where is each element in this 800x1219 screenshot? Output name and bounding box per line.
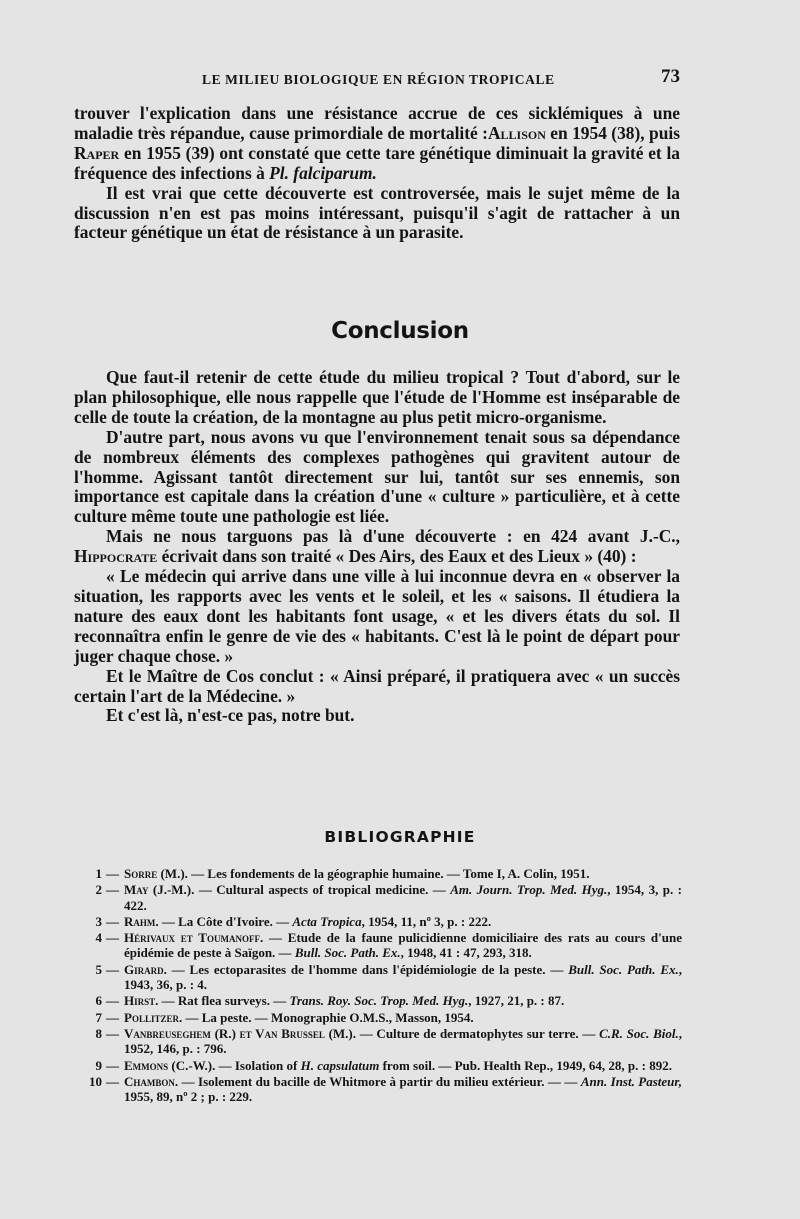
entry-title: — Les fondements de la géographie humaine. — Tome I, A. Colin, 1951. bbox=[187, 866, 590, 881]
entry-title: — Isolation of bbox=[215, 1057, 301, 1073]
entry-number: 5 bbox=[95, 961, 102, 977]
entry-details: from soil. — Pub. Health Rep., 1949, 64, 28, p. : 892. bbox=[379, 1057, 672, 1073]
entry-journal: Trans. Roy. Soc. Trop. Med. Hyg. bbox=[289, 993, 469, 1009]
bibliography-entry bbox=[72, 930, 682, 961]
entry-journal: Am. Journ. Trop. Med. Hyg. bbox=[450, 882, 608, 898]
bibliography-heading: BIBLIOGRAPHIE bbox=[324, 828, 476, 846]
entry-journal: Acta Tropica bbox=[292, 913, 362, 929]
bibliography-entry bbox=[72, 1074, 682, 1105]
bibliography-entry bbox=[72, 1026, 682, 1057]
entry-details: , 1954, 11, nº 3, p. : 222. bbox=[361, 913, 492, 929]
entry-number: 1 bbox=[95, 866, 102, 881]
running-head: LE MILIEU BIOLOGIQUE EN RÉGION TROPICALE bbox=[202, 72, 555, 87]
entry-title: — La Côte d'Ivoire. — bbox=[158, 913, 293, 929]
entry-details: , 1952, 146, p. : 796. bbox=[124, 1025, 682, 1057]
entry-journal: Ann. Inst. Pasteur, bbox=[580, 1073, 682, 1089]
conclusion-paragraph-3: Mais ne nous targuons pas là d'une découverte : en 424 avant J.-C., Hippocrate écrivait dans son traité « Des Airs, des Eaux et des Lieux » (40) : bbox=[74, 526, 680, 567]
entry-text bbox=[124, 866, 682, 881]
entry-author: Chambon. bbox=[124, 1073, 179, 1089]
entry-author: Sorre (M.). bbox=[124, 866, 188, 881]
bibliography-entry bbox=[72, 962, 682, 993]
entry-text bbox=[124, 1074, 682, 1105]
entry-text bbox=[124, 993, 682, 1008]
entry-journal: H. capsulatum bbox=[300, 1057, 380, 1073]
bibliography-entry bbox=[72, 1010, 682, 1025]
bibliography-entry bbox=[72, 993, 682, 1008]
entry-number: 2 bbox=[95, 882, 102, 898]
bibliography-entry bbox=[72, 866, 682, 881]
entry-text bbox=[124, 1058, 682, 1073]
entry-author: Hirst. bbox=[124, 993, 159, 1009]
species-name: Pl. falciparum. bbox=[269, 162, 377, 183]
entry-details: , 1948, 41 : 47, 293, 318. bbox=[400, 945, 532, 961]
entry-author: Rahm. bbox=[124, 913, 159, 929]
author-name: Raper bbox=[74, 142, 120, 163]
conclusion-heading: Conclusion bbox=[331, 318, 469, 344]
entry-dash: — bbox=[106, 1057, 119, 1073]
entry-text bbox=[124, 962, 682, 993]
intro-paragraph-2: Il est vrai que cette découverte est controversée, mais le sujet même de la discussion n'en est pas moins intéressant, puisqu'il s'agit de rattacher à un facteur génétique un état de résistance à un parasite. bbox=[74, 182, 680, 243]
author-name: Hippocrate bbox=[74, 546, 158, 567]
author-name: Allison bbox=[487, 122, 546, 143]
entry-title: — Cultural aspects of tropical medicine. — bbox=[194, 882, 451, 898]
entry-text bbox=[124, 930, 682, 961]
entry-number: 6 bbox=[95, 993, 102, 1009]
entry-details: , 1954, 3, p. : 422. bbox=[124, 882, 683, 913]
entry-dash: — bbox=[106, 1025, 119, 1041]
intro-text bbox=[74, 104, 680, 243]
entry-title: — Culture de dermatophytes sur terre. — bbox=[356, 1025, 600, 1041]
entry-dash: — bbox=[106, 930, 119, 946]
entry-dash: — bbox=[106, 993, 119, 1009]
entry-journal: Bull. Soc. Path. Ex. bbox=[568, 961, 679, 977]
bibliography-entry bbox=[72, 1058, 682, 1073]
entry-journal: Bull. Soc. Path. Ex. bbox=[294, 945, 401, 961]
entry-text bbox=[124, 914, 682, 929]
entry-title: — Les ectoparasites de l'homme dans l'épidémiologie de la peste. — bbox=[166, 961, 569, 977]
entry-dash: — bbox=[106, 866, 119, 881]
intro-paragraph-1: trouver l'explication dans une résistance accrue de ces sicklémiques à une maladie très répandue, cause primordiale de mortalité :Allison en 1954 (38), puis Raper en 1955 (39) ont constaté que cette tare génétique diminuait la gravité et la fréquence des infections à Pl. falciparum. bbox=[74, 103, 680, 183]
entry-number: 4 bbox=[95, 930, 102, 946]
entry-title: — Isolement du bacille de Whitmore à partir du milieu extérieur. — — bbox=[178, 1073, 581, 1089]
entry-journal: C.R. Soc. Biol. bbox=[599, 1025, 679, 1041]
entry-dash: — bbox=[106, 961, 119, 977]
entry-number: 8 bbox=[95, 1025, 102, 1041]
entry-author: Vanbreuseghem (R.) et Van Brussel (M.). bbox=[124, 1025, 357, 1041]
entry-title: — Etude de la faune pulicidienne domiciliaire des rats au cours d'une épidémie de peste à Saïgon. — bbox=[124, 930, 682, 961]
entry-author: Hérivaux et Toumanoff. bbox=[124, 930, 264, 946]
entry-title: — Rat flea surveys. — bbox=[158, 993, 290, 1009]
entry-number: 3 bbox=[95, 913, 102, 929]
entry-details: , 1943, 36, p. : 4. bbox=[124, 961, 683, 993]
entry-details: , 1927, 21, p. : 87. bbox=[468, 993, 565, 1009]
entry-number: 10 bbox=[89, 1073, 102, 1089]
conclusion-paragraph-1: Que faut-il retenir de cette étude du milieu tropical ? Tout d'abord, sur le plan philosophique, elle nous rappelle que l'étude de l'Homme est inséparable de celle de toute la création, de la montagne au plus petit micro-organisme. bbox=[74, 367, 680, 427]
entry-author: May (J.-M.). bbox=[124, 882, 195, 898]
conclusion-paragraph-6: Et c'est là, n'est-ce pas, notre but. bbox=[106, 705, 355, 726]
entry-author: Emmons (C.-W.). bbox=[124, 1057, 216, 1073]
bibliography-entry bbox=[72, 882, 682, 913]
entry-text bbox=[124, 882, 682, 913]
entry-details: 1955, 89, nº 2 ; p. : 229. bbox=[124, 1089, 253, 1105]
page-number: 73 bbox=[661, 66, 680, 87]
bibliography-entry bbox=[72, 914, 682, 929]
entry-dash: — bbox=[106, 913, 119, 929]
entry-text bbox=[124, 1010, 682, 1025]
entry-author: Pollitzer. bbox=[124, 1009, 183, 1025]
page-header bbox=[74, 66, 680, 92]
entry-dash: — bbox=[106, 1073, 119, 1089]
entry-title: — La peste. — Monographie O.M.S., Masson, 1954. bbox=[182, 1009, 474, 1025]
conclusion-text bbox=[74, 368, 680, 726]
conclusion-paragraph-2: D'autre part, nous avons vu que l'environnement tenait sous sa dépendance de nombreux éléments des complexes pathogènes qui gravitent autour de l'homme. Agissant tantôt directement sur lui, tantôt sur ses ennemis, son importance est capitale dans la création d'une « culture » particulière, et à cette culture même toute une pathologie est liée. bbox=[74, 426, 680, 527]
entry-dash: — bbox=[106, 1009, 119, 1025]
entry-number: 9 bbox=[95, 1057, 102, 1073]
entry-number: 7 bbox=[95, 1009, 102, 1025]
conclusion-quote: « Le médecin qui arrive dans une ville à lui inconnue devra en « observer la situation, les rapports avec les vents et le soleil, et les « saisons. Il étudiera la nature des eaux dont les habitants font usage, « et les divers états du sol. Il reconnaîtra enfin le genre de vie des « habitants. C'est là le point de départ pour juger chaque chose. » bbox=[74, 566, 680, 666]
entry-author: Girard. bbox=[124, 961, 167, 977]
entry-dash: — bbox=[106, 882, 119, 898]
conclusion-paragraph-5: Et le Maître de Cos conclut : « Ainsi préparé, il pratiquera avec « un succès certain l'art de la Médecine. » bbox=[74, 665, 680, 706]
bibliography-list bbox=[72, 866, 682, 1105]
entry-text bbox=[124, 1026, 682, 1057]
